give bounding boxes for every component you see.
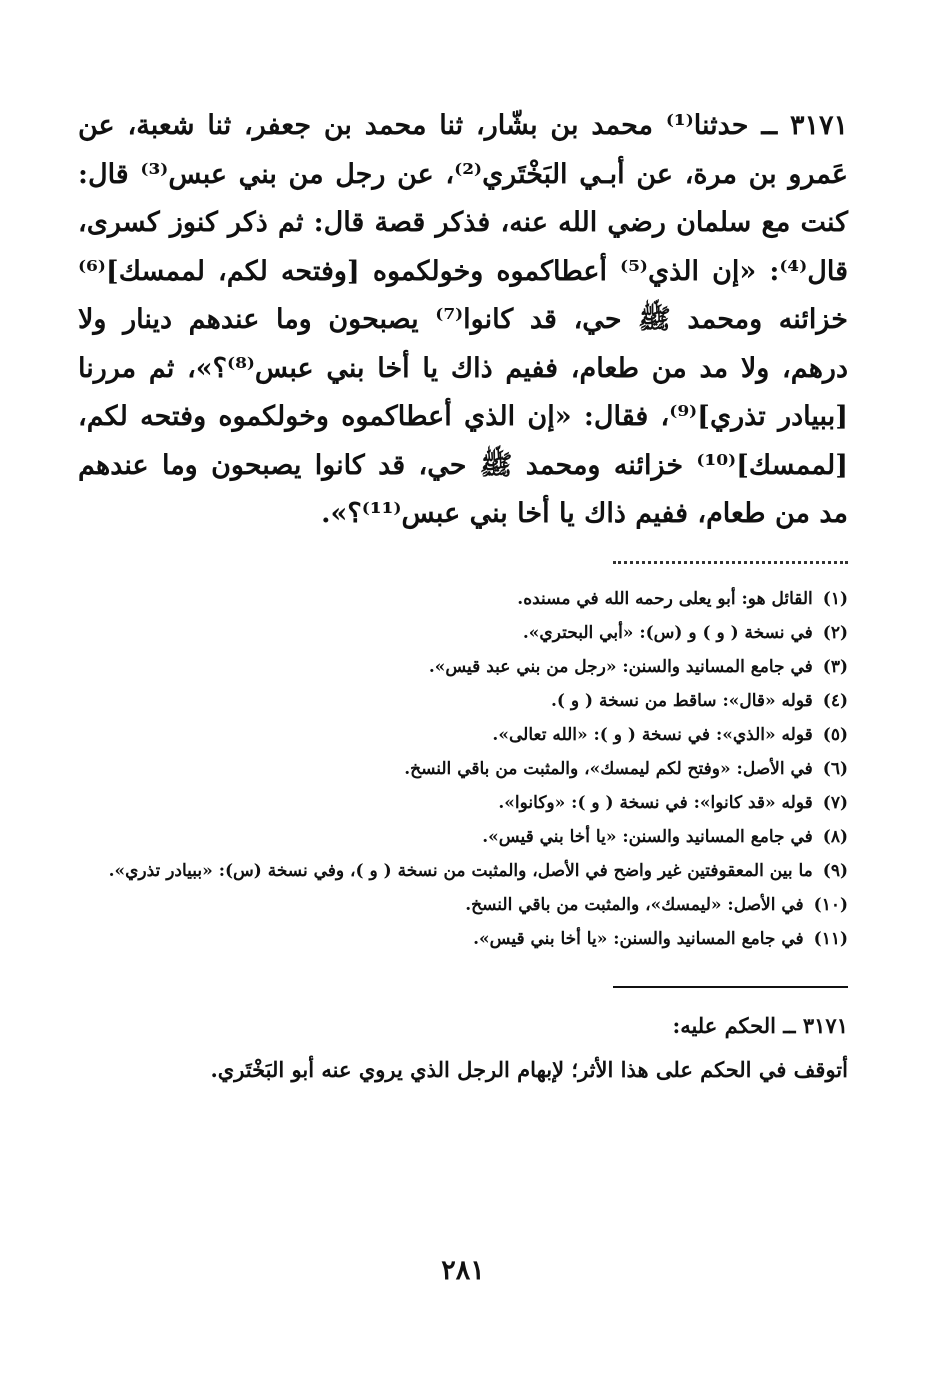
footnote-11	[78, 922, 848, 956]
footnote-number: (٤)	[822, 690, 848, 711]
footnote-4	[78, 684, 848, 718]
footnote-text: قوله «قال»: ساقط من نسخة ( و ).	[551, 690, 813, 711]
footnote-9	[78, 854, 848, 888]
footnote-text: في الأصل: «وفتح لكم ليمسك»، والمثبت من باقي النسخ.	[404, 758, 813, 779]
footnote-separator	[613, 561, 848, 564]
footnote-7	[78, 786, 848, 820]
footnote-text: القائل هو: أبو يعلى رحمه الله في مسنده.	[517, 588, 813, 609]
footnote-10	[78, 888, 848, 922]
verdict-heading: ٣١٧١ ــ الحكم عليه:	[672, 1012, 848, 1038]
page-number: ٢٨١	[441, 1255, 485, 1286]
footnote-text: في جامع المسانيد والسنن: «رجل من بني عبد قيس».	[428, 656, 813, 677]
hadith-text	[78, 102, 848, 539]
footnote-text: في جامع المسانيد والسنن: «يا أخا بني قيس».	[482, 826, 813, 847]
footnote-number: (٣)	[822, 656, 848, 677]
footnote-number: (٥)	[822, 724, 848, 745]
footnote-number: (٧)	[822, 792, 848, 813]
footnote-number: (١١)	[813, 928, 848, 949]
hadith-paragraph: ٣١٧١ ــ حدثنا⁽¹⁾ محمد بن بشّار، ثنا محمد بن جعفر، ثنا شعبة، عن عَمرو بن مرة، عن أبـي البَخْتَري⁽²⁾، عن رجل من بني عبس⁽³⁾ قال: كنت مع سلمان رضي الله عنه، فذكر قصة قال: ثم ذكر كنوز كسرى، قال⁽⁴⁾: «إن الذي⁽⁵⁾ أعطاكموه وخولكموه [وفتحه لكم، لممسك]⁽⁶⁾ خزائنه ومحمد ﷺ حي، قد كانوا⁽⁷⁾ يصبحون وما عندهم دينار ولا درهم، ولا مد من طعام، ففيم ذاك يا أخا بني عبس⁽⁸⁾؟»، ثم مررنا [ببيادر تذري]⁽⁹⁾، فقال: «إن الذي أعطاكموه وخولكموه وفتحه لكم، [لممسك]⁽¹⁰⁾ خزائنه ومحمد ﷺ حي، قد كانوا يصبحون وما عندهم مد من طعام، ففيم ذاك يا أخا بني عبس⁽¹¹⁾؟».	[78, 110, 849, 529]
verdict-text: أتوقف في الحكم على هذا الأثر؛ لإبهام الرجل الذي يروي عنه أبو البَخْتَري.	[210, 1056, 848, 1082]
footnote-6	[78, 752, 848, 786]
footnote-3	[78, 650, 848, 684]
footnote-text: في الأصل: «ليمسك»، والمثبت من باقي النسخ.	[465, 894, 804, 915]
footnotes-list	[78, 582, 848, 956]
footnote-1	[78, 582, 848, 616]
footnote-8	[78, 820, 848, 854]
footnote-number: (٩)	[822, 860, 848, 881]
footnote-number: (٢)	[822, 622, 848, 643]
footnote-text: في نسخة ( و ) و (س): «أبي البحتري».	[522, 622, 813, 643]
footnote-number: (٦)	[822, 758, 848, 779]
footnote-5	[78, 718, 848, 752]
footnote-text: قوله «قد كانوا»: في نسخة ( و ): «وكانوا».	[498, 792, 813, 813]
footnote-number: (١٠)	[813, 894, 848, 915]
section-rule	[613, 986, 848, 988]
footnote-text: ما بين المعقوفتين غير واضح في الأصل، والمثبت من نسخة ( و )، وفي نسخة (س): «ببيادر تذري».	[108, 860, 813, 881]
footnote-number: (١)	[822, 588, 848, 609]
page-body	[78, 102, 848, 1088]
footnote-number: (٨)	[822, 826, 848, 847]
footnote-2	[78, 616, 848, 650]
footnote-text: في جامع المسانيد والسنن: «يا أخا بني قيس».	[473, 928, 804, 949]
footnote-text: قوله «الذي»: في نسخة ( و ): «الله تعالى».	[492, 724, 813, 745]
